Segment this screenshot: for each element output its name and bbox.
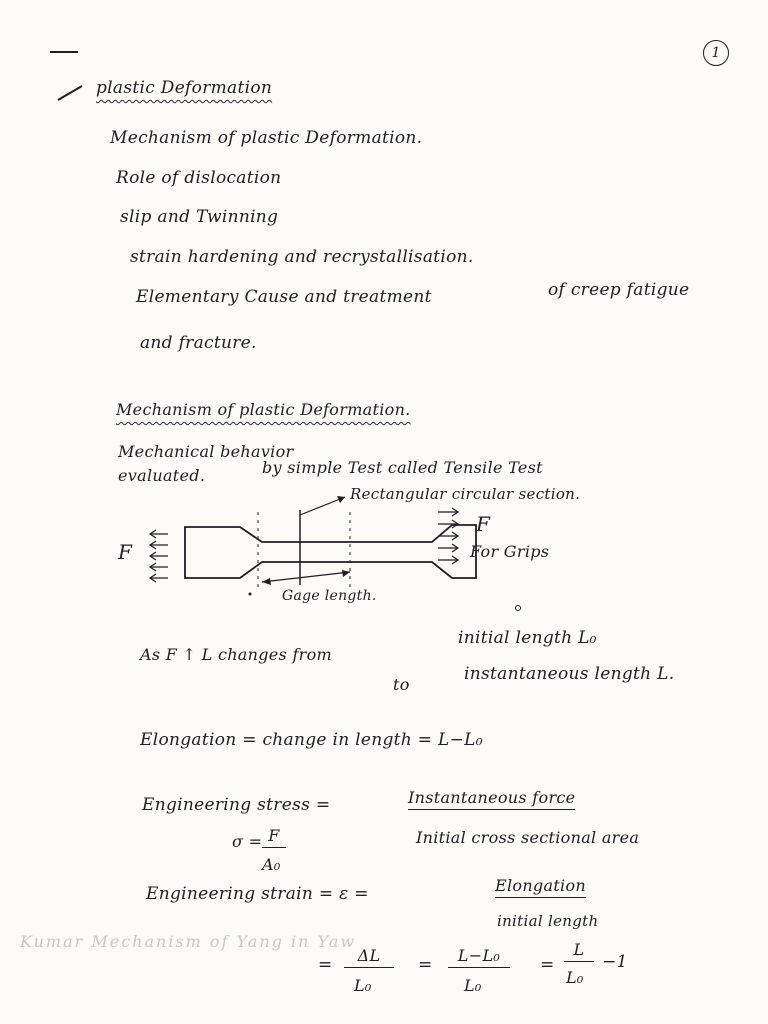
final-eq-1-den: L₀ <box>354 976 372 995</box>
topic-item: Role of dislocation <box>116 168 282 188</box>
note-initial-length: initial length L₀ <box>458 628 597 648</box>
eq-sign: = <box>540 955 555 975</box>
bleed-through-text: Kumar Mechanism of Yang in Yaw <box>20 932 357 951</box>
topic-item: and fracture. <box>140 333 257 353</box>
topic-item: Elementary Cause and treatment <box>136 287 432 307</box>
intro-line-2b: by simple Test called Tensile Test <box>262 458 543 477</box>
eq-sign: = <box>318 955 333 975</box>
sigma-numerator: F <box>262 826 286 848</box>
section-heading: Mechanism of plastic Deformation. <box>116 400 411 419</box>
force-right-label: F <box>476 512 491 536</box>
intro-line-3: Rectangular circular section. <box>350 485 581 503</box>
engineering-strain-numerator: Elongation <box>495 876 586 898</box>
final-eq-3-den: L₀ <box>566 968 584 987</box>
final-eq-1-num: ΔL <box>344 946 394 968</box>
topic-item: of creep fatigue <box>548 280 690 300</box>
engineering-strain-label: Engineering strain = ε = <box>146 884 369 904</box>
sigma-label: σ = <box>232 832 263 851</box>
engineering-stress-denominator: Initial cross sectional area <box>416 828 640 847</box>
topic-item: Mechanism of plastic Deformation. <box>110 128 423 148</box>
engineering-strain-denominator: initial length <box>497 912 599 930</box>
gage-length-label: Gage length. <box>282 588 377 604</box>
engineering-stress-numerator: Instantaneous force <box>408 788 575 810</box>
force-left-label: F <box>118 540 133 564</box>
sigma-denominator: A₀ <box>262 855 281 874</box>
topic-item: slip and Twinning <box>120 207 279 227</box>
topic-item: strain hardening and recrystallisation. <box>130 247 474 267</box>
final-eq-3-num: L <box>564 940 594 962</box>
note-instantaneous-length: instantaneous length L. <box>464 664 675 684</box>
elongation-formula: Elongation = change in length = L−L₀ <box>140 730 483 750</box>
note-to: to <box>393 675 410 694</box>
eq-sign: = <box>418 955 433 975</box>
final-eq-tail: −1 <box>602 952 628 972</box>
page-title: plastic Deformation <box>96 78 273 98</box>
intro-line-2a: evaluated. <box>118 466 206 485</box>
engineering-stress-label: Engineering stress = <box>142 795 331 815</box>
page-number: 1 <box>703 40 729 66</box>
final-eq-2-num: L−L₀ <box>448 946 510 968</box>
note-as-line: As F ↑ L changes from <box>140 645 333 664</box>
grips-label: For Grips <box>470 542 550 561</box>
final-eq-2-den: L₀ <box>464 976 482 995</box>
intro-line-1: Mechanical behavior <box>118 442 294 461</box>
